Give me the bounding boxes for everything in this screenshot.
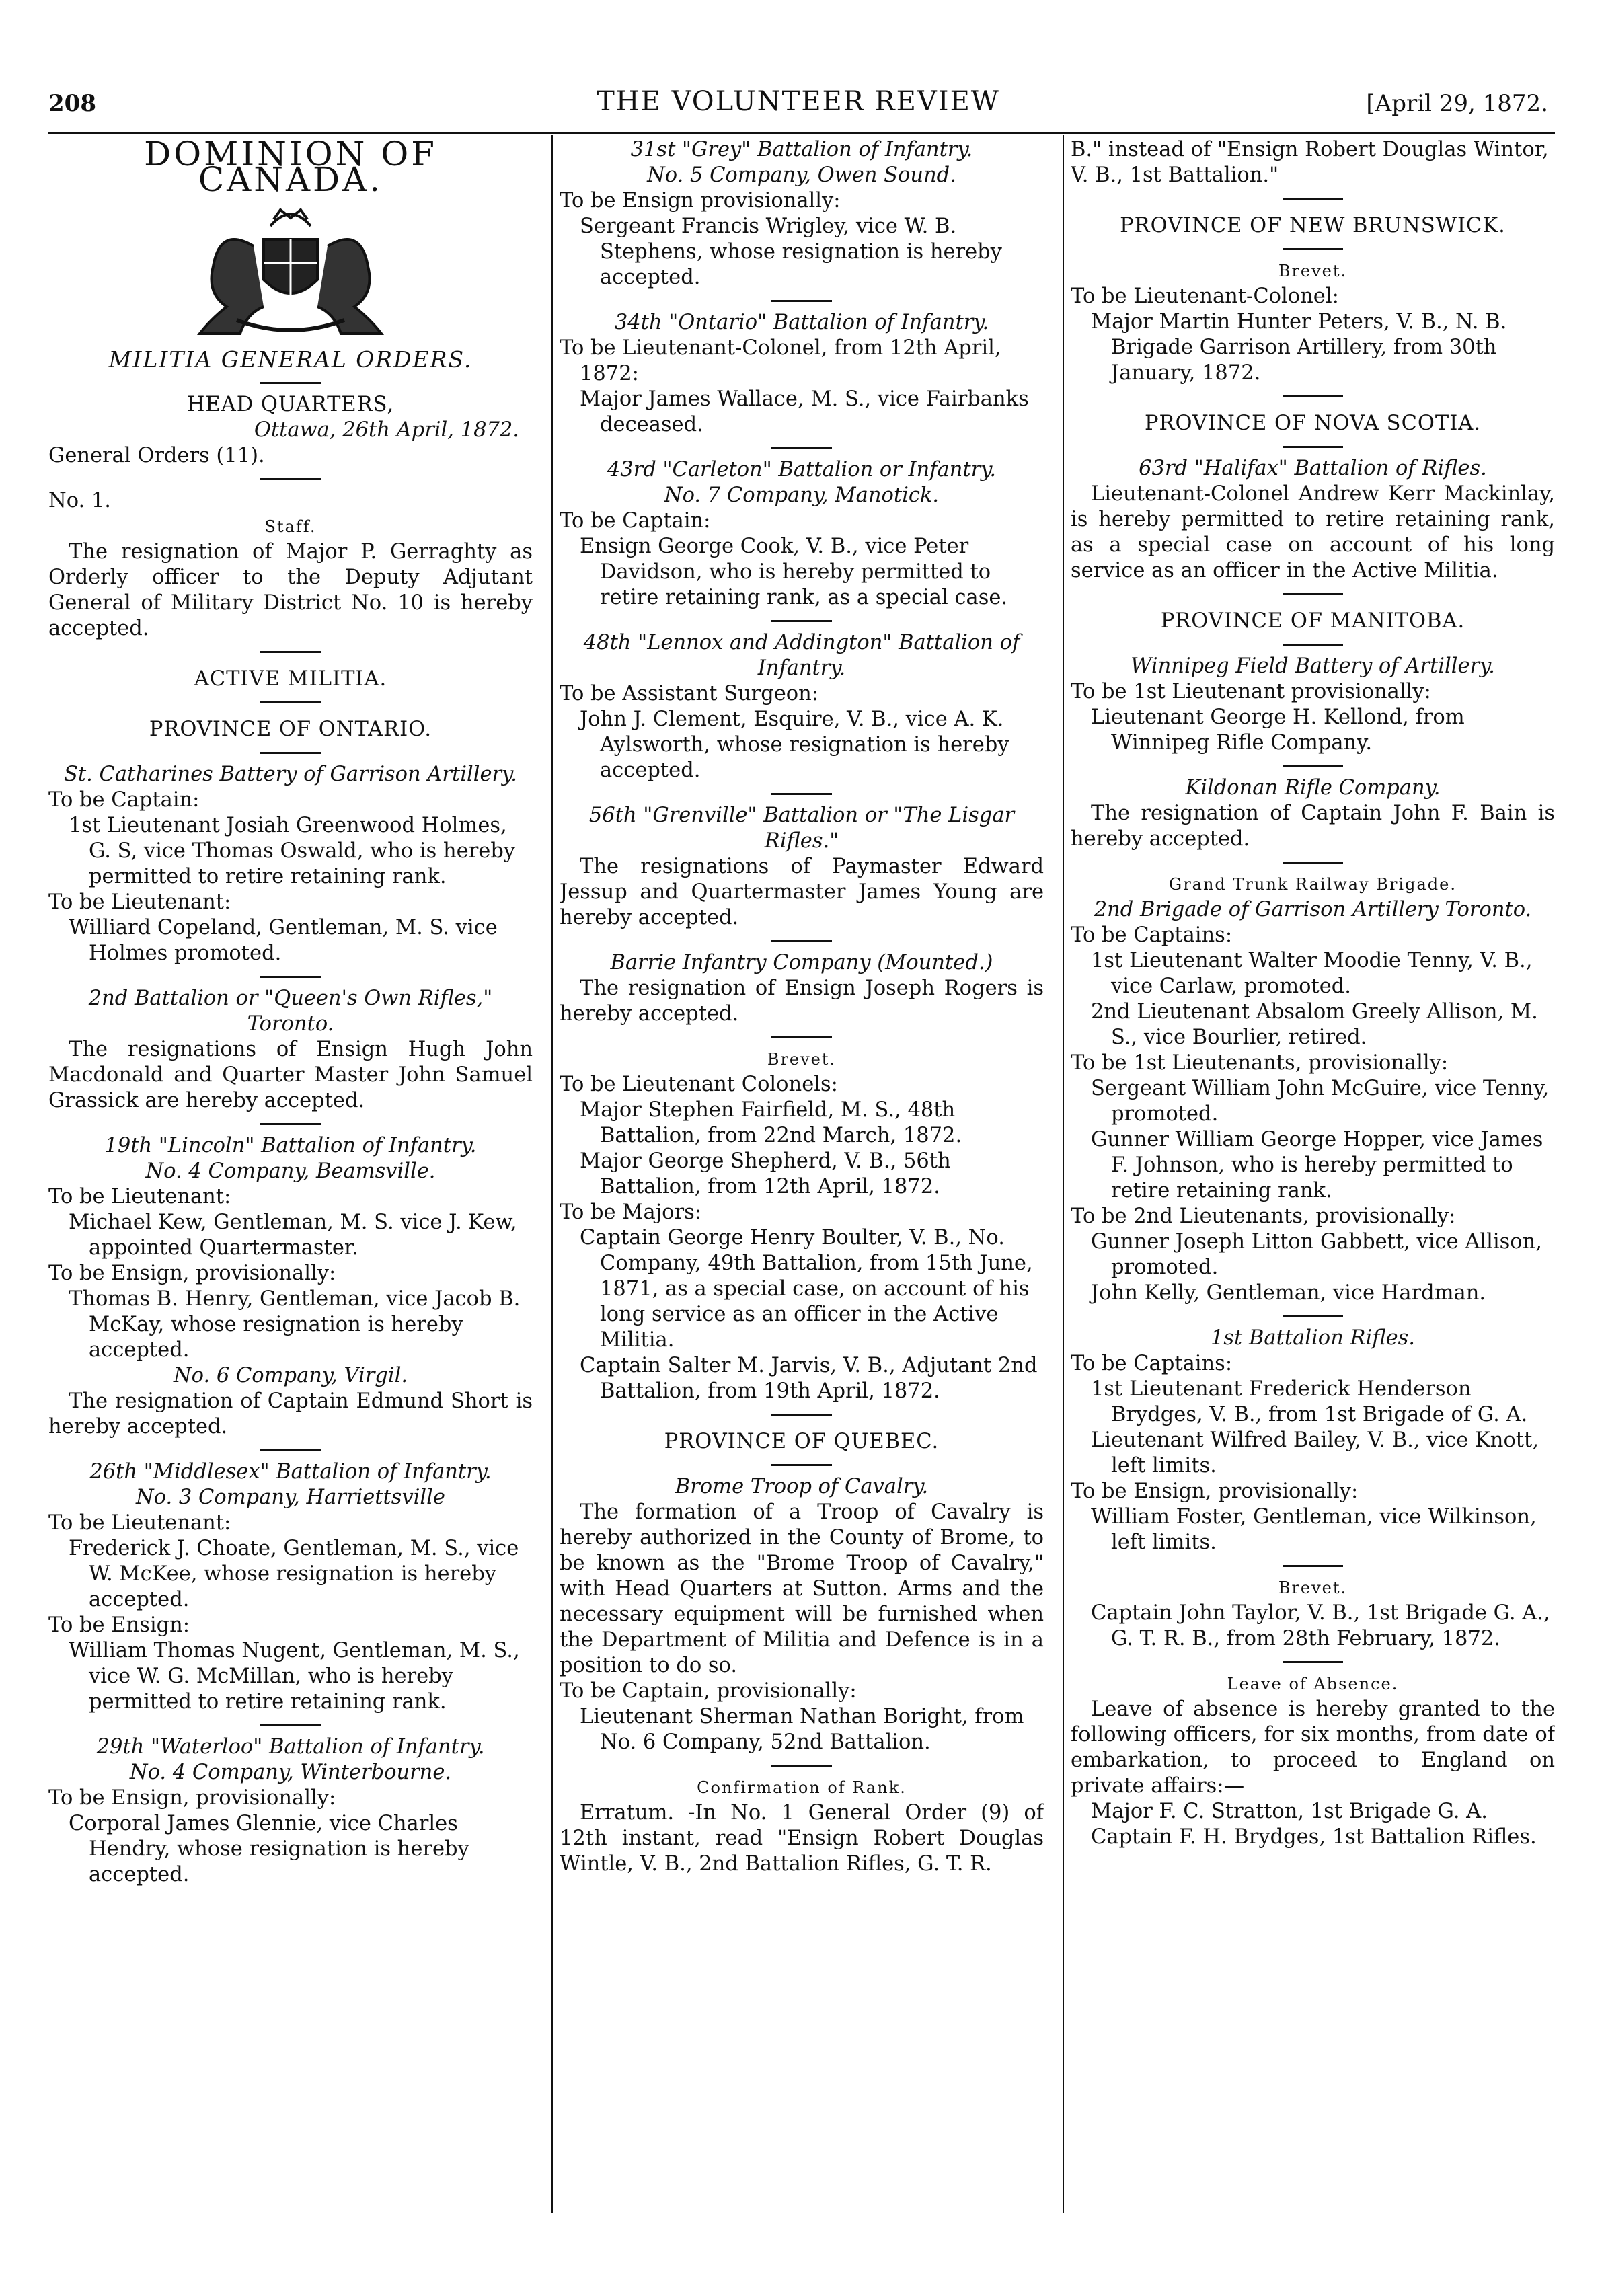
province-heading: PROVINCE OF QUEBEC. (664, 1430, 940, 1453)
rule (771, 1036, 832, 1038)
paragraph: Leave of absence is hereby granted to the following officers, for six months, from date of embarkation, to proceed to England on private affairs:— (1071, 1697, 1555, 1798)
rule (771, 940, 832, 942)
appointment-entry: Lieutenant Sherman Nathan Boright, from No. 6 Company, 52nd Battalion. (580, 1705, 1024, 1754)
appointment-title: To be Captain, provisionally: (560, 1679, 857, 1703)
section-heading: Grand Trunk Railway Brigade. (1169, 875, 1457, 894)
province-heading: PROVINCE OF NOVA SCOTIA. (1144, 412, 1482, 435)
appointment-entry: Lieutenant George H. Kellond, from Winnipeg Rifle Company. (1091, 705, 1465, 755)
appointment-title: To be Captain: (48, 788, 200, 812)
appointment-entry: Williard Copeland, Gentleman, M. S. vice Holmes promoted. (69, 916, 498, 965)
rule (771, 300, 832, 302)
unit-heading: 26th "Middlesex" Battalion of Infantry. (89, 1460, 492, 1484)
paragraph: The resignations of Paymaster Edward Jessup and Quartermaster James Young are hereby accepted. (560, 855, 1044, 929)
appointment-entry: Corporal James Glennie, vice Charles Hendry, whose resignation is hereby accepted. (69, 1812, 469, 1886)
appointment-entry: Major George Shepherd, V. B., 56th Battalion, from 12th April, 1872. (580, 1149, 951, 1198)
rule (771, 447, 832, 449)
appointment-title: To be Lieutenant: (48, 1185, 231, 1209)
rule (1283, 593, 1343, 595)
section-staff: Staff. (264, 517, 317, 536)
section-heading: ACTIVE MILITIA. (194, 667, 387, 691)
column-divider (1063, 135, 1064, 2213)
rule (1283, 248, 1343, 250)
appointment-entry: Major Martin Hunter Peters, V. B., N. B. Brigade Garrison Artillery, from 30th January, 1872. (1091, 310, 1507, 385)
column-3 (1071, 137, 1555, 2215)
appointment-entry: Gunner Joseph Litton Gabbett, vice Allison, promoted. (1091, 1230, 1542, 1279)
appointment-entry: John Kelly, Gentleman, vice Hardman. (1091, 1281, 1486, 1305)
unit-heading: 19th "Lincoln" Battalion of Infantry. (104, 1134, 477, 1157)
appointment-title: To be Ensign, provisionally: (1071, 1480, 1359, 1503)
section-leave-of-absence: Leave of Absence. (1227, 1675, 1399, 1693)
dateline: Ottawa, 26th April, 1872. (254, 418, 519, 442)
appointment-entry: Captain John Taylor, V. B., 1st Brigade G. A., G. T. R. B., from 28th February, 1872. (1091, 1601, 1550, 1650)
unit-heading: Brome Troop of Cavalry. (675, 1475, 929, 1498)
appointment-entry: 1st Lieutenant Frederick Henderson Brydges, V. B., from 1st Brigade of G. A. (1091, 1377, 1528, 1426)
unit-heading: 1st Battalion Rifles. (1211, 1326, 1415, 1350)
unit-location: No. 4 Company, Winterbourne. (129, 1761, 452, 1784)
rule (260, 1449, 321, 1451)
unit-heading: Kildonan Rifle Company. (1185, 776, 1441, 800)
appointment-title: To be Lieutenant: (48, 1511, 231, 1535)
paragraph: The resignation of Ensign Joseph Rogers is hereby accepted. (560, 977, 1044, 1026)
unit-location: No. 3 Company, Harriettsville (135, 1486, 445, 1509)
rule (771, 1464, 832, 1466)
column-2 (560, 137, 1044, 2215)
paragraph: The resignation of Captain John F. Bain is hereby accepted. (1071, 802, 1555, 851)
appointment-title: To be Lieutenant-Colonel: (1071, 284, 1339, 308)
appointment-entry: William Foster, Gentleman, vice Wilkinson, left limits. (1091, 1505, 1537, 1554)
column-divider (551, 135, 553, 2213)
appointment-title: To be 1st Lieutenants, provisionally: (1071, 1051, 1449, 1075)
issue-date: [April 29, 1872. (1366, 90, 1548, 117)
unit-heading: Barrie Infantry Company (Mounted.) (610, 951, 993, 974)
appointment-entry: Captain Salter M. Jarvis, V. B., Adjutant 2nd Battalion, from 19th April, 1872. (580, 1354, 1038, 1403)
unit-heading: 48th "Lennox and Addington" Battalion of Infantry. (583, 631, 1020, 680)
unit-heading: St. Catharines Battery of Garrison Artillery. (64, 763, 517, 786)
appointment-entry: John J. Clement, Esquire, V. B., vice A. K. Aylsworth, whose resignation is hereby accepted. (580, 707, 1009, 782)
appointment-entry: Sergeant Francis Wrigley, vice W. B. Stephens, whose resignation is hereby accepted. (580, 215, 1002, 289)
province-heading: PROVINCE OF NEW BRUNSWICK. (1120, 214, 1506, 237)
appointment-title: To be Ensign provisionally: (560, 189, 841, 213)
appointment-entry: Major James Wallace, M. S., vice Fairbanks deceased. (580, 387, 1029, 436)
unit-heading: 29th "Waterloo" Battalion of Infantry. (96, 1735, 485, 1759)
appointment-entry: Michael Kew, Gentleman, M. S. vice J. Kew, appointed Quartermaster. (69, 1211, 517, 1260)
unit-heading: 2nd Battalion or "Queen's Own Rifles," (88, 987, 493, 1010)
appointment-entry: Captain F. H. Brydges, 1st Battalion Rifles. (1091, 1825, 1537, 1849)
paragraph: The formation of a Troop of Cavalry is hereby authorized in the County of Brome, to be known as the "Brome Troop of Cavalry," with Head Quarters at Sutton. Arms and the necessary equipment will be furnished when the Department of Militia and Defence is in a position to do so. (560, 1500, 1044, 1677)
appointment-entry: Major Stephen Fairfield, M. S., 48th Battalion, from 22nd March, 1872. (580, 1098, 962, 1147)
rule (1283, 446, 1343, 448)
unit-location: No. 6 Company, Virgil. (173, 1364, 408, 1387)
rule (260, 651, 321, 653)
appointment-entry: Major F. C. Stratton, 1st Brigade G. A. (1091, 1800, 1488, 1823)
publication-title: THE VOLUNTEER REVIEW (597, 86, 1000, 117)
appointment-entry: Gunner William George Hopper, vice James F. Johnson, who is hereby permitted to retire retaining rank. (1091, 1128, 1543, 1202)
appointment-entry: 1st Lieutenant Josiah Greenwood Holmes, G. S, vice Thomas Oswald, who is hereby permitted to retire retaining rank. (69, 814, 516, 888)
rule (260, 752, 321, 754)
column-1 (48, 137, 533, 2215)
unit-heading: 56th "Grenville" Battalion or "The Lisgar Rifles." (588, 804, 1015, 853)
rule (1283, 862, 1343, 864)
dominion-heading: DOMINION OF CANADA. (144, 137, 437, 199)
paragraph: The resignation of Captain Edmund Short is hereby accepted. (48, 1389, 533, 1439)
appointment-entry: William Thomas Nugent, Gentleman, M. S., vice W. G. McMillan, who is hereby permitted to retire retaining rank. (69, 1639, 520, 1714)
rule (1283, 1661, 1343, 1663)
unit-heading: 2nd Brigade of Garrison Artillery Toronto. (1094, 898, 1532, 921)
unit-location: Toronto. (247, 1012, 334, 1036)
appointment-title: To be Ensign: (48, 1613, 190, 1637)
appointment-entry: Ensign George Cook, V. B., vice Peter Davidson, who is hereby permitted to retire retaining rank, as a special case. (580, 535, 1008, 609)
appointment-entry: Thomas B. Henry, Gentleman, vice Jacob B. McKay, whose resignation is hereby accepted. (69, 1287, 521, 1362)
appointment-title: To be Captains: (1071, 1352, 1233, 1375)
appointment-entry: Captain George Henry Boulter, V. B., No. Company, 49th Battalion, from 15th June, 1871, as a special case, on account of his long service as an officer in the Active Militia. (580, 1226, 1033, 1352)
head-quarters-line: HEAD QUARTERS, (186, 393, 395, 416)
paragraph: Lieutenant-Colonel Andrew Kerr Mackinlay, is hereby permitted to retire retaining rank, as a special case on account of his long service as an officer in the Active Militia. (1071, 482, 1555, 582)
rule (771, 793, 832, 795)
appointment-title: To be 2nd Lieutenants, provisionally: (1071, 1204, 1456, 1228)
unit-heading: 34th "Ontario" Battalion of Infantry. (614, 311, 989, 334)
rule (771, 620, 832, 622)
appointment-entry: Lieutenant Wilfred Bailey, V. B., vice Knott, left limits. (1091, 1428, 1539, 1478)
section-brevet: Brevet. (767, 1050, 837, 1069)
appointment-entry: Sergeant William John McGuire, vice Tenny, promoted. (1091, 1077, 1550, 1126)
rule (260, 701, 321, 703)
appointment-title: To be Majors: (560, 1200, 702, 1224)
unit-heading: 43rd "Carleton" Battalion or Infantry. (607, 458, 997, 482)
header-rule (48, 132, 1555, 134)
militia-general-orders-heading: MILITIA GENERAL ORDERS. (108, 346, 473, 373)
unit-location: No. 4 Company, Beamsville. (145, 1159, 436, 1183)
appointment-title: To be Lieutenant Colonels: (560, 1073, 838, 1096)
general-orders-line: General Orders (11). (48, 444, 265, 467)
appointment-title: To be Lieutenant: (48, 890, 231, 914)
rule (771, 1414, 832, 1416)
rule (1283, 395, 1343, 397)
rule (1283, 1565, 1343, 1567)
rule (1283, 765, 1343, 767)
unit-location: No. 5 Company, Owen Sound. (647, 163, 956, 187)
appointment-title: To be Ensign, provisionally: (48, 1786, 336, 1810)
appointment-entry: Frederick J. Choate, Gentleman, M. S., vice W. McKee, whose resignation is hereby accepted. (69, 1537, 519, 1611)
appointment-title: To be Captains: (1071, 923, 1233, 947)
appointment-title: To be Assistant Surgeon: (560, 682, 819, 705)
rule (260, 976, 321, 978)
paragraph: The resignations of Ensign Hugh John Macdonald and Quarter Master John Samuel Grassick are hereby accepted. (48, 1038, 533, 1112)
paragraph: Erratum. -In No. 1 General Order (9) of 12th instant, read "Ensign Robert Douglas Wintle, V. B., 2nd Battalion Rifles, G. T. R. (560, 1801, 1044, 1876)
page-number: 208 (48, 90, 96, 117)
appointment-entry: 1st Lieutenant Walter Moodie Tenny, V. B., vice Carlaw, promoted. (1091, 949, 1533, 998)
rule (260, 382, 321, 384)
rule (771, 1765, 832, 1767)
paragraph: The resignation of Major P. Gerraghty as Orderly officer to the Deputy Adjutant General of Military District No. 10 is hereby accepted. (48, 540, 533, 640)
province-heading: PROVINCE OF MANITOBA. (1160, 609, 1465, 633)
section-brevet: Brevet. (1278, 1578, 1348, 1597)
unit-heading: 31st "Grey" Battalion of Infantry. (630, 138, 973, 161)
appointment-title: To be 1st Lieutenant provisionally: (1071, 680, 1431, 703)
paragraph-continued: B." instead of "Ensign Robert Douglas Wintor, V. B., 1st Battalion." (1071, 138, 1549, 187)
appointment-title: To be Ensign, provisionally: (48, 1262, 336, 1285)
unit-heading: Winnipeg Field Battery of Artillery. (1131, 654, 1495, 678)
rule (260, 478, 321, 480)
appointment-title: To be Lieutenant-Colonel, from 12th April, 1872: (560, 336, 1001, 385)
rule (1283, 198, 1343, 200)
rule (260, 1123, 321, 1125)
appointment-entry: 2nd Lieutenant Absalom Greely Allison, M. S., vice Bourlier, retired. (1091, 1000, 1538, 1049)
section-brevet: Brevet. (1278, 262, 1348, 280)
rule (260, 1724, 321, 1726)
unit-heading: 63rd "Halifax" Battalion of Rifles. (1139, 457, 1487, 480)
royal-coat-of-arms-icon (190, 199, 391, 340)
province-heading: PROVINCE OF ONTARIO. (149, 718, 432, 741)
rule (1283, 1315, 1343, 1317)
unit-location: No. 7 Company, Manotick. (664, 484, 940, 507)
order-number: No. 1. (48, 489, 112, 512)
section-confirmation: Confirmation of Rank. (697, 1778, 907, 1797)
rule (1283, 644, 1343, 646)
page-header (48, 79, 1548, 136)
appointment-title: To be Captain: (560, 509, 711, 533)
